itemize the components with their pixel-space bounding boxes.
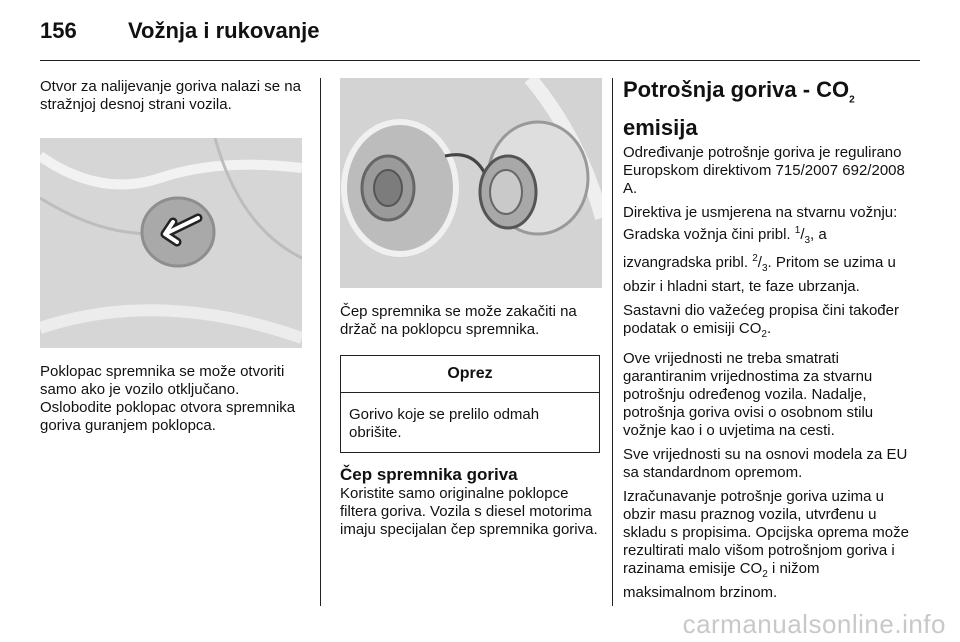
fuel-cap-heading: Čep spremnika goriva xyxy=(340,465,518,484)
column-divider-2 xyxy=(612,78,613,606)
page-header xyxy=(40,14,920,54)
paragraph-eu-models: Sve vrijednosti su na osnovi modela za EU sa standardnom opremom. xyxy=(623,446,908,482)
fuel-cap-illustration xyxy=(340,78,602,288)
paragraph-directive: Određivanje potrošnje goriva je regulirano Europskom direktivom 715/2007 692/2008 A. xyxy=(623,144,905,198)
header-rule xyxy=(40,60,920,61)
column-1 xyxy=(40,78,310,435)
paragraph-co2: Sastavni dio važećeg propisa čini također podatak o emisiji $CO_2$. xyxy=(623,302,899,341)
page-title: Vožnja i rukovanje xyxy=(128,18,320,43)
warning-title: Oprez xyxy=(341,356,599,393)
paragraph-driving-mix: Direktiva je usmjerena na stvarnu vožnju: Gradska vožnja čini pribl. $^1/_3$, a izvangradska pribl. $^2/_3$. Pritom se uzima u obzir i hladni start, te faze ubrzanja. xyxy=(623,204,898,296)
paragraph-values: Ove vrijednosti ne treba smatrati garantiranim vrijednostima za stvarnu potrošnju određenog vozila. Nadalje, potrošnja goriva ovisi o osobnom stilu vožnje kao i o uvjetima na cesti. xyxy=(623,350,874,440)
fuel-cap-body: Koristite samo originalne poklopce filtera goriva. Vozila s diesel motorima imaju specijalan čep spremnika goriva. xyxy=(340,485,598,538)
watermark: carmanualsonline.info xyxy=(682,609,946,639)
paragraph-calculation: Izračunavanje potrošnje goriva uzima u obzir masu praznog vozila, utvrđenu u skladu s propisima. Opcijska oprema može rezultirati malo višom potrošnjom goriva i razinama emisije $CO_2$ i nižom maksimalnom brzinom. xyxy=(623,488,909,602)
page-number: 156 xyxy=(40,18,77,43)
warning-text: Gorivo koje se prelilo odmah obrišite. xyxy=(349,406,540,441)
fuel-cap-caption: Čep spremnika se može zakačiti na držač na poklopcu spremnika. xyxy=(340,303,577,338)
column-divider-1 xyxy=(320,78,321,606)
section-heading: Potrošnja goriva - $CO_2$ emisija xyxy=(623,77,855,141)
fuel-door-illustration xyxy=(40,138,302,348)
column-3 xyxy=(623,76,913,608)
column-2 xyxy=(340,78,602,539)
intro-text: Otvor za nalijevanje goriva nalazi se na stražnjoj desnoj strani vozila. xyxy=(40,78,301,113)
warning-box xyxy=(340,355,600,453)
fuel-door-caption: Poklopac spremnika se može otvoriti samo ako je vozilo otključano. Oslobodite poklopac otvora spremnika goriva guranjem poklopca. xyxy=(40,363,296,434)
